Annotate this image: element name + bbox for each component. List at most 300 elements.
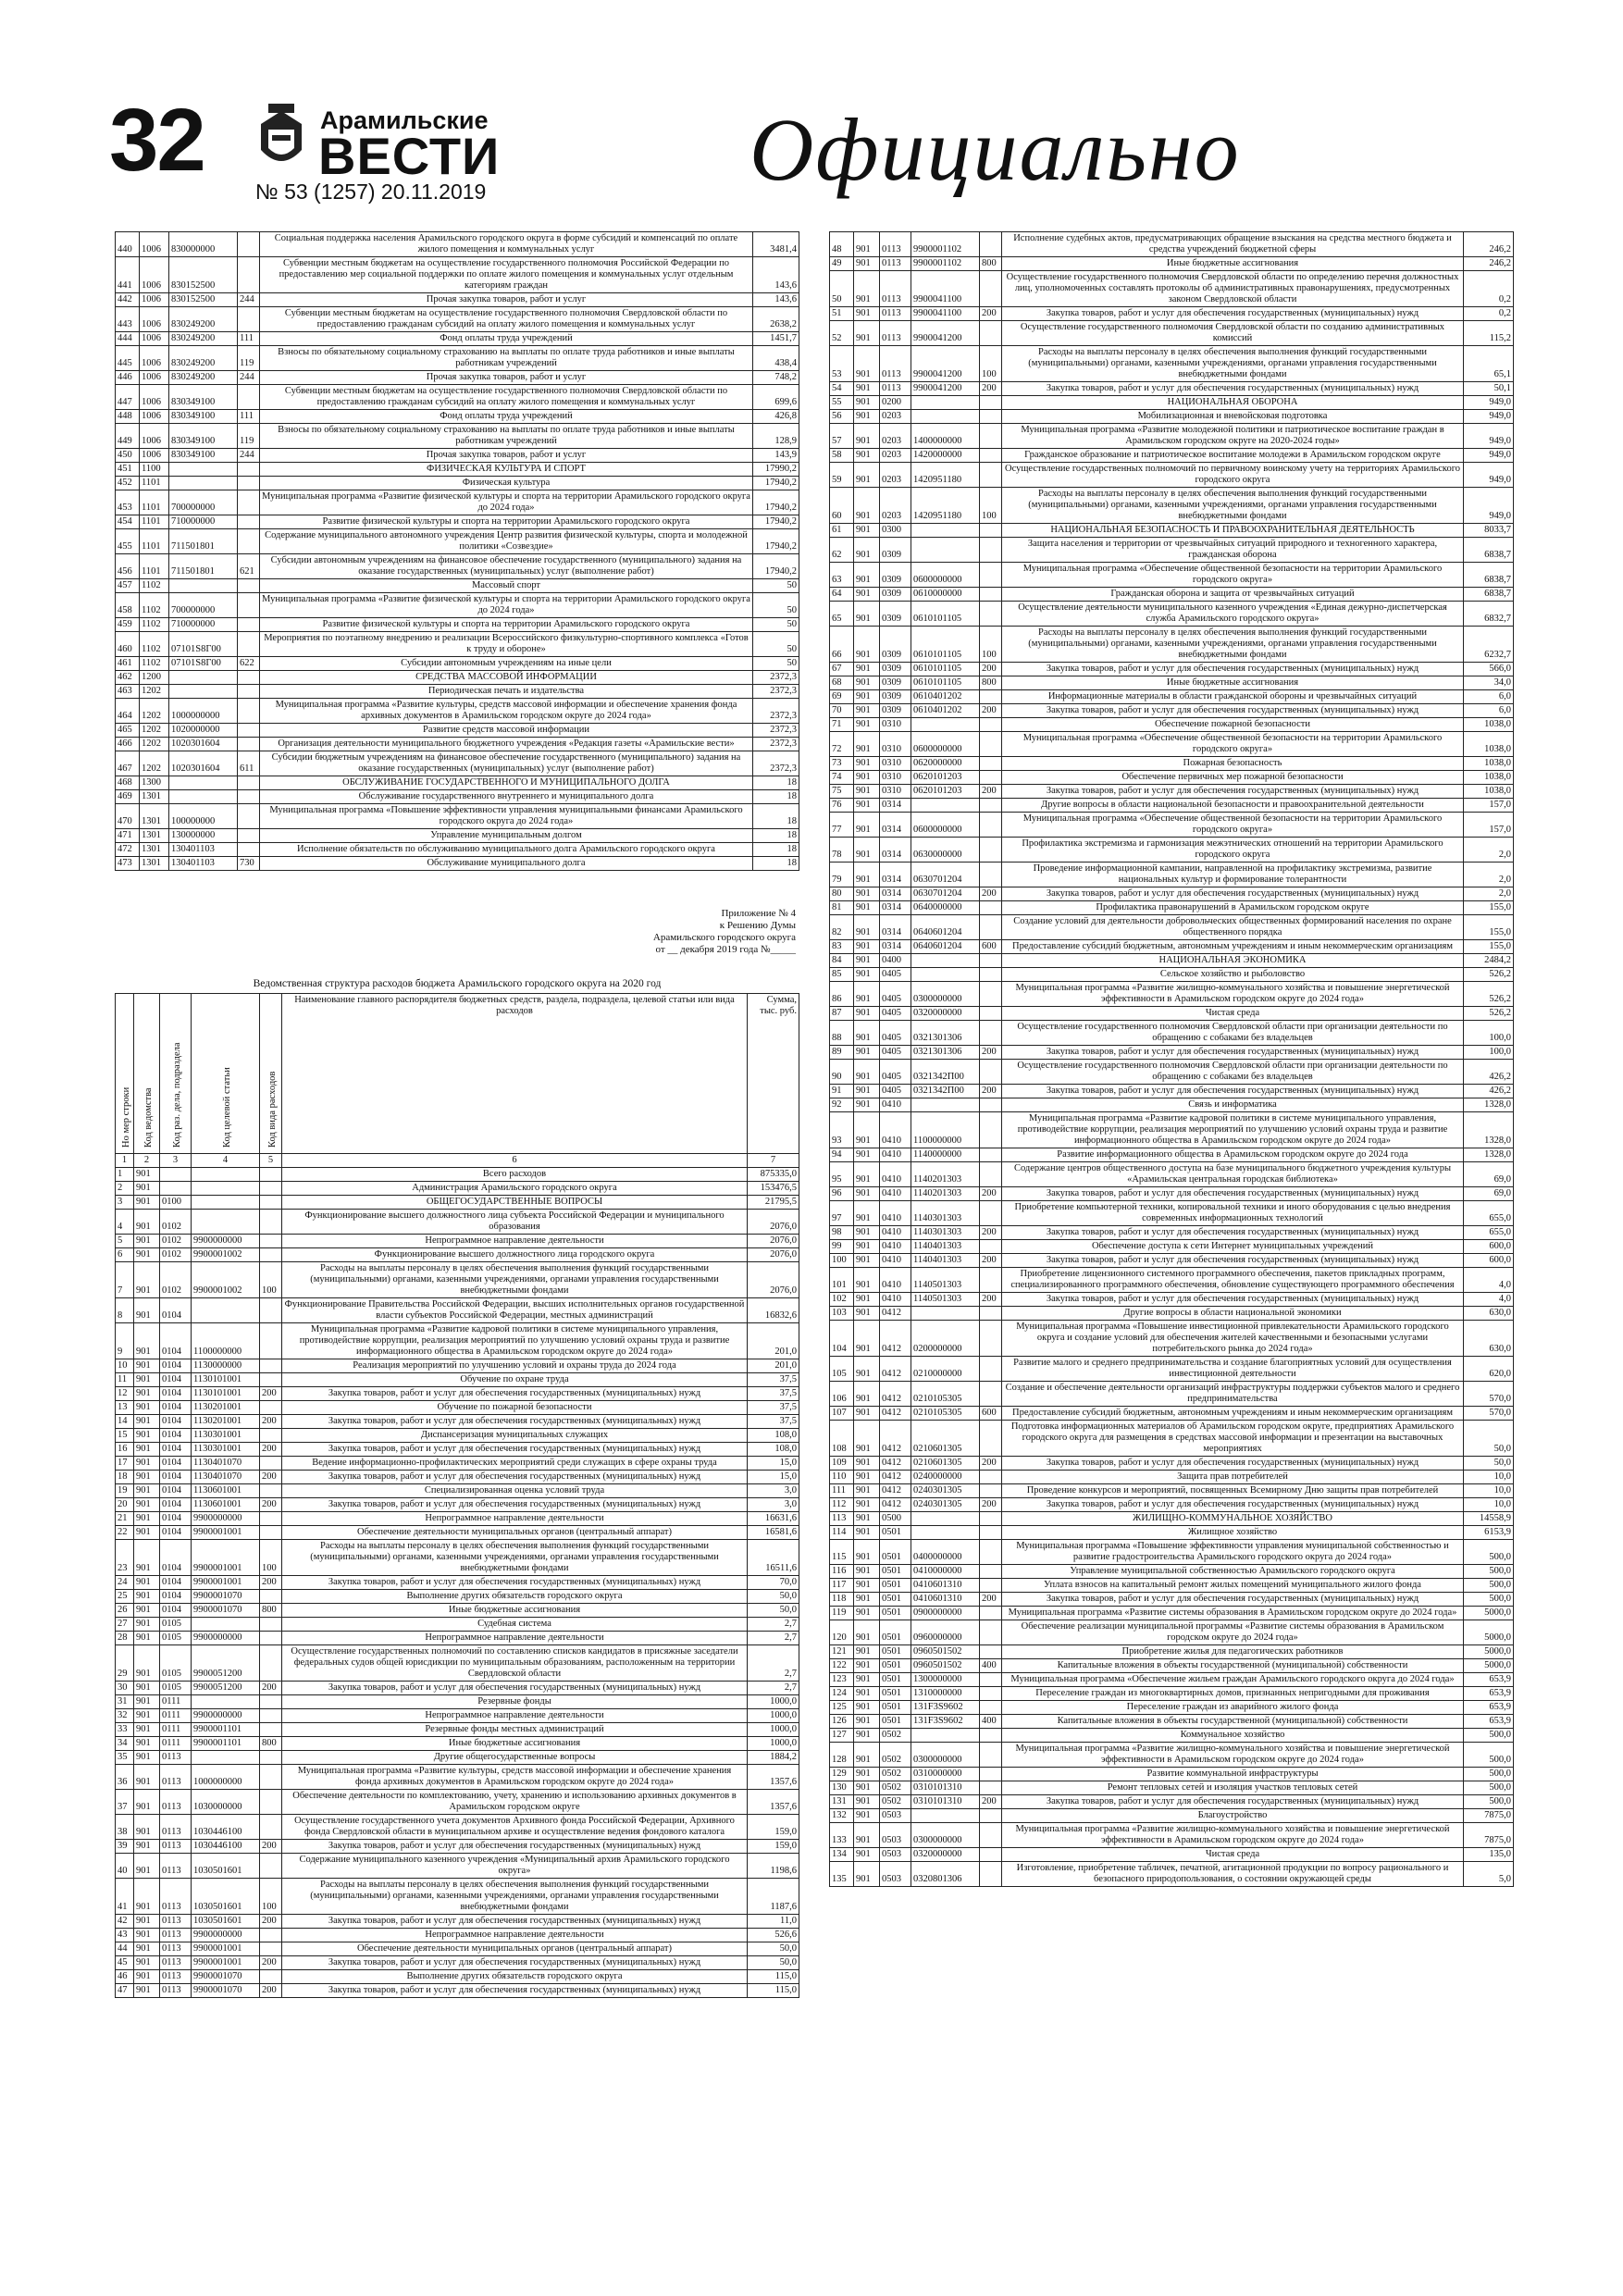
row-code: 77: [830, 813, 854, 838]
row-code: 0210105305: [911, 1407, 980, 1421]
row-code: 55: [830, 396, 854, 410]
row-code: [238, 579, 260, 593]
row-code: [192, 1168, 260, 1182]
row-description: Создание и обеспечение деятельности организаций инфраструктуры поддержки субъектов малого и среднего предпринимательства: [1002, 1382, 1464, 1407]
row-code: 43: [116, 1929, 134, 1942]
row-code: 901: [854, 1768, 880, 1781]
row-code: [911, 538, 980, 563]
row-description: Проведение информационной кампании, направленной на профилактику экстремизма, развитие национальных культур и формирование толерантности: [1002, 863, 1464, 887]
row-code: 901: [134, 1262, 160, 1298]
row-description: Расходы на выплаты персоналу в целях обеспечения выполнения функций государственными (муниципальными) органами, казенными учреждениями, органами управления государственными внебюджетными фондами: [1002, 627, 1464, 663]
row-amount: 1328,0: [1464, 1112, 1514, 1148]
row-code: 114: [830, 1526, 854, 1540]
row-description: Массовый спорт: [260, 579, 753, 593]
row-code: 901: [854, 424, 880, 449]
row-code: [238, 829, 260, 843]
table-row: [830, 1498, 1514, 1512]
row-code: 51: [830, 307, 854, 321]
table-row: [830, 1307, 1514, 1321]
row-code: 901: [134, 1723, 160, 1737]
row-code: [980, 1781, 1002, 1795]
row-code: 63: [830, 563, 854, 588]
row-code: 830152500: [169, 293, 238, 307]
row-code: 0105: [160, 1632, 192, 1645]
table-row: [116, 1512, 799, 1526]
row-code: 0240301305: [911, 1498, 980, 1512]
row-description: Муниципальная программа «Развитие культуры, средств массовой информации и обеспечение хранения фонда архивных документов в Арамильском городском округе до 2024 года»: [260, 699, 753, 724]
row-code: 107: [830, 1407, 854, 1421]
row-description: Закупка товаров, работ и услуг для обеспечения государственных (муниципальных) нужд: [282, 1415, 748, 1429]
row-description: Содержание муниципального автономного учреждения Центр развития физической культуры, спорта и молодежной политики «Созвездие»: [260, 529, 753, 554]
table-row: [116, 685, 799, 699]
row-code: 9900041200: [911, 382, 980, 396]
row-code: 0405: [880, 1085, 911, 1098]
row-code: 0310000000: [911, 1768, 980, 1781]
row-code: 444: [116, 332, 140, 346]
row-code: 49: [830, 257, 854, 271]
row-code: 81: [830, 901, 854, 915]
row-code: 1420951180: [911, 463, 980, 488]
table-row: [830, 1112, 1514, 1148]
row-code: 0203: [880, 488, 911, 524]
table-row: [116, 1429, 799, 1443]
row-code: 0412: [880, 1307, 911, 1321]
table-row: [116, 307, 799, 332]
row-code: 0321301306: [911, 1046, 980, 1060]
row-code: 24: [116, 1576, 134, 1590]
row-code: 901: [134, 1484, 160, 1498]
row-code: 901: [134, 1956, 160, 1970]
row-code: 901: [134, 1415, 160, 1429]
row-code: 69: [830, 690, 854, 704]
row-amount: 153476,5: [748, 1182, 799, 1196]
row-code: 901: [134, 1645, 160, 1682]
row-code: 901: [854, 1498, 880, 1512]
row-description: Субвенции местным бюджетам на осуществление государственного полномочия Свердловской области по предоставлению гражданам субсидий на оплату жилого помещения и коммунальных услуг: [260, 385, 753, 410]
row-code: 901: [134, 1182, 160, 1196]
row-amount: 653,9: [1464, 1673, 1514, 1687]
row-code: 129: [830, 1768, 854, 1781]
row-code: 1101: [140, 529, 169, 554]
row-code: [980, 1484, 1002, 1498]
row-amount: 6838,7: [1464, 538, 1514, 563]
row-code: 133: [830, 1823, 854, 1848]
row-code: 86: [830, 982, 854, 1007]
row-code: 901: [134, 1576, 160, 1590]
row-code: 74: [830, 771, 854, 785]
table-row: [116, 1751, 799, 1765]
table-row: [116, 1929, 799, 1942]
row-code: 1100: [140, 463, 169, 477]
table-row: [830, 1526, 1514, 1540]
row-code: 0210601305: [911, 1457, 980, 1471]
row-description: Закупка товаров, работ и услуг для обеспечения государственных (муниципальных) нужд: [1002, 704, 1464, 718]
row-code: 1202: [140, 699, 169, 724]
row-code: 901: [854, 1565, 880, 1579]
row-amount: 50,0: [748, 1604, 799, 1618]
row-code: 0314: [880, 838, 911, 863]
row-amount: 949,0: [1464, 463, 1514, 488]
row-code: 901: [854, 1729, 880, 1743]
row-code: 200: [260, 1498, 282, 1512]
row-code: 200: [980, 887, 1002, 901]
row-code: 901: [854, 1240, 880, 1254]
row-code: [260, 1373, 282, 1387]
row-code: 0412: [880, 1407, 911, 1421]
row-description: Иные бюджетные ассигнования: [1002, 676, 1464, 690]
row-code: 4: [116, 1210, 134, 1235]
row-description: Закупка товаров, работ и услуг для обеспечения государственных (муниципальных) нужд: [282, 1840, 748, 1854]
row-code: 901: [854, 1007, 880, 1021]
row-code: 901: [134, 1168, 160, 1182]
row-code: [980, 901, 1002, 915]
row-description: НАЦИОНАЛЬНАЯ БЕЗОПАСНОСТЬ И ПРАВООХРАНИТЕЛЬНАЯ ДЕЯТЕЛЬНОСТЬ: [1002, 524, 1464, 538]
table-header-row: [116, 994, 799, 1154]
row-code: 901: [854, 307, 880, 321]
row-code: [980, 424, 1002, 449]
table-row: [116, 671, 799, 685]
row-code: 1006: [140, 371, 169, 385]
row-code: [980, 799, 1002, 813]
row-amount: 0,2: [1464, 271, 1514, 307]
row-code: 0104: [160, 1298, 192, 1323]
row-code: 1140501303: [911, 1293, 980, 1307]
row-code: 0500: [880, 1512, 911, 1526]
row-amount: 69,0: [1464, 1162, 1514, 1187]
row-description: Расходы на выплаты персоналу в целях обеспечения выполнения функций государственными (муниципальными) органами, казенными учреждениями, органами управления государственными внебюджетными фондами: [1002, 488, 1464, 524]
row-code: 901: [854, 463, 880, 488]
row-code: [980, 1607, 1002, 1620]
row-code: 9900001070: [192, 1984, 260, 1998]
row-code: 46: [116, 1970, 134, 1984]
row-description: Функционирование высшего должностного лица городского округа: [282, 1248, 748, 1262]
row-code: [238, 632, 260, 657]
row-code: 200: [260, 1443, 282, 1457]
row-code: 0410000000: [911, 1565, 980, 1579]
row-code: 0600000000: [911, 813, 980, 838]
row-code: 200: [980, 1187, 1002, 1201]
row-code: 0104: [160, 1540, 192, 1576]
row-amount: 2372,3: [753, 738, 799, 751]
row-code: 200: [260, 1387, 282, 1401]
row-amount: 17940,2: [753, 490, 799, 515]
table-row: [116, 1956, 799, 1970]
table-row: [116, 515, 799, 529]
row-description: Осуществление государственных полномочий по первичному воинскому учету на территориях Арамильского городского округа: [1002, 463, 1464, 488]
row-description: Капитальные вложения в объекты государственной (муниципальной) собственности: [1002, 1715, 1464, 1729]
row-code: 901: [134, 1471, 160, 1484]
row-code: 0620000000: [911, 757, 980, 771]
row-description: Закупка товаров, работ и услуг для обеспечения государственных (муниципальных) нужд: [1002, 785, 1464, 799]
table-row: [830, 968, 1514, 982]
row-description: Иные бюджетные ассигнования: [1002, 257, 1464, 271]
row-description: Развитие малого и среднего предпринимательства и создание благоприятных условий для осуществления инвестиционной деятельности: [1002, 1357, 1464, 1382]
row-code: 460: [116, 632, 140, 657]
row-code: 0113: [160, 1854, 192, 1879]
row-amount: 37,5: [748, 1415, 799, 1429]
row-code: [160, 1182, 192, 1196]
row-code: 830000000: [169, 232, 238, 257]
row-code: 901: [134, 1790, 160, 1815]
row-code: [911, 1098, 980, 1112]
row-description: Приобретение жилья для педагогических работников: [1002, 1645, 1464, 1659]
row-code: 901: [854, 410, 880, 424]
row-code: 200: [980, 1085, 1002, 1098]
row-code: 1006: [140, 346, 169, 371]
row-code: 9900000000: [192, 1235, 260, 1248]
row-code: 244: [238, 371, 260, 385]
row-code: 901: [854, 1579, 880, 1593]
row-description: Выполнение других обязательств городского округа: [282, 1970, 748, 1984]
row-code: 461: [116, 657, 140, 671]
row-code: 0102: [160, 1235, 192, 1248]
row-code: 800: [980, 676, 1002, 690]
row-amount: 570,0: [1464, 1382, 1514, 1407]
row-code: 447: [116, 385, 140, 410]
table-row: [830, 1620, 1514, 1645]
row-code: 111: [238, 410, 260, 424]
row-description: Предоставление субсидий бюджетным, автономным учреждениям и иным некоммерческим организациям: [1002, 940, 1464, 954]
row-code: 467: [116, 751, 140, 776]
table-row: [830, 232, 1514, 257]
row-description: Связь и информатика: [1002, 1098, 1464, 1112]
row-code: 1102: [140, 618, 169, 632]
row-code: [238, 804, 260, 829]
row-code: 6: [116, 1248, 134, 1262]
table-row: [116, 371, 799, 385]
row-code: 0501: [880, 1526, 911, 1540]
row-code: 0113: [160, 1942, 192, 1956]
row-description: Администрация Арамильского городского округа: [282, 1182, 748, 1196]
row-description: Осуществление государственного полномочия Свердловской области по созданию административных комиссий: [1002, 321, 1464, 346]
row-code: 0104: [160, 1387, 192, 1401]
row-code: 0610000000: [911, 588, 980, 602]
row-code: 9900051200: [192, 1682, 260, 1695]
row-code: [260, 1401, 282, 1415]
row-code: [169, 463, 238, 477]
row-code: 1130301001: [192, 1429, 260, 1443]
table-row: [116, 1498, 799, 1512]
table-row: [116, 1915, 799, 1929]
row-code: 0113: [880, 307, 911, 321]
row-code: 901: [854, 887, 880, 901]
row-code: 1102: [140, 657, 169, 671]
row-description: Муниципальная программа «Развитие кадровой политики в системе муниципального управления, противодействие коррупции, реализация мероприятий по улучшению условий охраны труда и развитие информационного общества в Арамильском городском округе до 2024 года»: [282, 1323, 748, 1359]
row-code: 200: [260, 1576, 282, 1590]
row-code: 710000000: [169, 515, 238, 529]
row-amount: 600,0: [1464, 1240, 1514, 1254]
row-description: НАЦИОНАЛЬНАЯ ЭКОНОМИКА: [1002, 954, 1464, 968]
table-row: [830, 813, 1514, 838]
row-code: 0960000000: [911, 1620, 980, 1645]
row-code: 901: [854, 1715, 880, 1729]
row-code: 0321342П00: [911, 1085, 980, 1098]
row-code: 901: [854, 232, 880, 257]
row-amount: 246,2: [1464, 232, 1514, 257]
table-row: [116, 385, 799, 410]
row-code: 0113: [160, 1790, 192, 1815]
row-code: [911, 396, 980, 410]
row-description: Обеспечение деятельности муниципальных органов (центральный аппарат): [282, 1942, 748, 1956]
row-description: Фонд оплаты труда учреждений: [260, 410, 753, 424]
row-code: [169, 790, 238, 804]
row-description: Непрограммное направление деятельности: [282, 1929, 748, 1942]
table-row: [830, 524, 1514, 538]
row-description: ФИЗИЧЕСКАЯ КУЛЬТУРА И СПОРТ: [260, 463, 753, 477]
row-code: 36: [116, 1765, 134, 1790]
table-row: [116, 593, 799, 618]
row-description: Закупка товаров, работ и услуг для обеспечения государственных (муниципальных) нужд: [1002, 307, 1464, 321]
row-code: 130000000: [169, 829, 238, 843]
row-code: 0310: [880, 718, 911, 732]
row-code: [260, 1790, 282, 1815]
row-code: 0620101203: [911, 771, 980, 785]
row-code: [980, 757, 1002, 771]
table-row: [830, 1148, 1514, 1162]
row-code: [911, 1512, 980, 1526]
row-code: 0412: [880, 1484, 911, 1498]
row-code: 26: [116, 1604, 134, 1618]
row-code: 901: [854, 1201, 880, 1226]
row-code: 471: [116, 829, 140, 843]
row-code: 9900000000: [192, 1632, 260, 1645]
row-code: 0111: [160, 1709, 192, 1723]
row-code: 1006: [140, 293, 169, 307]
row-code: 0501: [880, 1540, 911, 1565]
row-code: 901: [854, 1862, 880, 1887]
row-code: [980, 1526, 1002, 1540]
row-code: [169, 776, 238, 790]
row-amount: 526,2: [1464, 982, 1514, 1007]
row-code: 200: [260, 1415, 282, 1429]
row-code: 97: [830, 1201, 854, 1226]
row-code: 244: [238, 449, 260, 463]
row-code: 901: [854, 799, 880, 813]
row-code: 106: [830, 1382, 854, 1407]
row-code: 454: [116, 515, 140, 529]
table-row: [116, 1632, 799, 1645]
row-code: 1101: [140, 477, 169, 490]
row-code: 0400000000: [911, 1540, 980, 1565]
newspaper-logo: [255, 104, 501, 204]
row-code: 0104: [160, 1323, 192, 1359]
row-code: [192, 1210, 260, 1235]
row-amount: 37,5: [748, 1401, 799, 1415]
row-code: 0405: [880, 968, 911, 982]
row-code: 0104: [160, 1484, 192, 1498]
row-code: 84: [830, 954, 854, 968]
row-code: 451: [116, 463, 140, 477]
row-code: [160, 1168, 192, 1182]
row-code: 901: [854, 1085, 880, 1098]
row-amount: 155,0: [1464, 901, 1514, 915]
table-row: [830, 1743, 1514, 1768]
row-code: 901: [854, 1293, 880, 1307]
row-amount: 1357,6: [748, 1790, 799, 1815]
row-code: [260, 1695, 282, 1709]
row-code: 9900001070: [192, 1590, 260, 1604]
row-code: 19: [116, 1484, 134, 1498]
row-code: 0405: [880, 1021, 911, 1046]
table-row: [116, 1815, 799, 1840]
table-row: [116, 332, 799, 346]
row-code: 901: [854, 346, 880, 382]
row-amount: 566,0: [1464, 663, 1514, 676]
row-code: 468: [116, 776, 140, 790]
appendix-line: от __ декабря 2019 года №_____: [655, 944, 796, 955]
row-code: 1030501601: [192, 1915, 260, 1929]
row-code: 0104: [160, 1415, 192, 1429]
row-code: 901: [854, 1540, 880, 1565]
row-code: 901: [854, 1848, 880, 1862]
table-row: [116, 1262, 799, 1298]
row-code: 9900001001: [192, 1942, 260, 1956]
row-code: 110: [830, 1471, 854, 1484]
row-amount: 10,0: [1464, 1484, 1514, 1498]
row-code: 54: [830, 382, 854, 396]
header-cell: Код целевой статьи: [192, 994, 260, 1154]
table-number-row: 1 2 3 4 5 6 7: [116, 1154, 799, 1168]
row-amount: 655,0: [1464, 1226, 1514, 1240]
row-amount: 246,2: [1464, 257, 1514, 271]
table-row: [830, 1593, 1514, 1607]
row-code: [980, 718, 1002, 732]
row-description: Осуществление государственных полномочий по составлению списков кандидатов в присяжные заседатели федеральных судов общей юрисдикции по муниципальным образованиям, расположенным на территории Свердловской области: [282, 1645, 748, 1682]
row-amount: 2,0: [1464, 863, 1514, 887]
row-code: 200: [980, 382, 1002, 396]
row-code: 1130101001: [192, 1387, 260, 1401]
row-code: 0410: [880, 1254, 911, 1268]
row-code: [192, 1196, 260, 1210]
row-code: 117: [830, 1579, 854, 1593]
row-amount: 50,0: [748, 1590, 799, 1604]
row-code: 0111: [160, 1737, 192, 1751]
row-code: 9900000000: [192, 1709, 260, 1723]
table-row: [830, 1607, 1514, 1620]
row-code: 1202: [140, 724, 169, 738]
row-description: Ремонт тепловых сетей и изоляция участков тепловых сетей: [1002, 1781, 1464, 1795]
row-code: 0410: [880, 1201, 911, 1226]
row-code: 87: [830, 1007, 854, 1021]
row-code: 1140201303: [911, 1187, 980, 1201]
row-description: Защита населения и территории от чрезвычайных ситуаций природного и техногенного характера, гражданская оборона: [1002, 538, 1464, 563]
row-code: 23: [116, 1540, 134, 1576]
row-code: [192, 1182, 260, 1196]
row-code: 459: [116, 618, 140, 632]
row-code: 0300000000: [911, 982, 980, 1007]
row-code: 25: [116, 1590, 134, 1604]
row-description: Переселение граждан из аварийного жилого фонда: [1002, 1701, 1464, 1715]
row-description: ОБСЛУЖИВАНИЕ ГОСУДАРСТВЕННОГО И МУНИЦИПАЛЬНОГО ДОЛГА: [260, 776, 753, 790]
row-amount: 159,0: [748, 1840, 799, 1854]
row-amount: 17940,2: [753, 515, 799, 529]
row-code: 901: [854, 785, 880, 799]
table-row: [830, 627, 1514, 663]
row-code: 901: [134, 1840, 160, 1854]
row-amount: 115,0: [748, 1970, 799, 1984]
row-code: 901: [854, 1484, 880, 1498]
table-row: [830, 538, 1514, 563]
row-code: 901: [134, 1512, 160, 1526]
row-description: Осуществление государственного полномочия Свердловской области при организации деятельности по обращению с собаками без владельцев: [1002, 1060, 1464, 1085]
row-code: 1130301001: [192, 1443, 260, 1457]
row-code: 27: [116, 1618, 134, 1632]
row-code: 0309: [880, 676, 911, 690]
row-code: [169, 579, 238, 593]
row-amount: 157,0: [1464, 813, 1514, 838]
row-code: 901: [854, 1021, 880, 1046]
row-code: [260, 1590, 282, 1604]
